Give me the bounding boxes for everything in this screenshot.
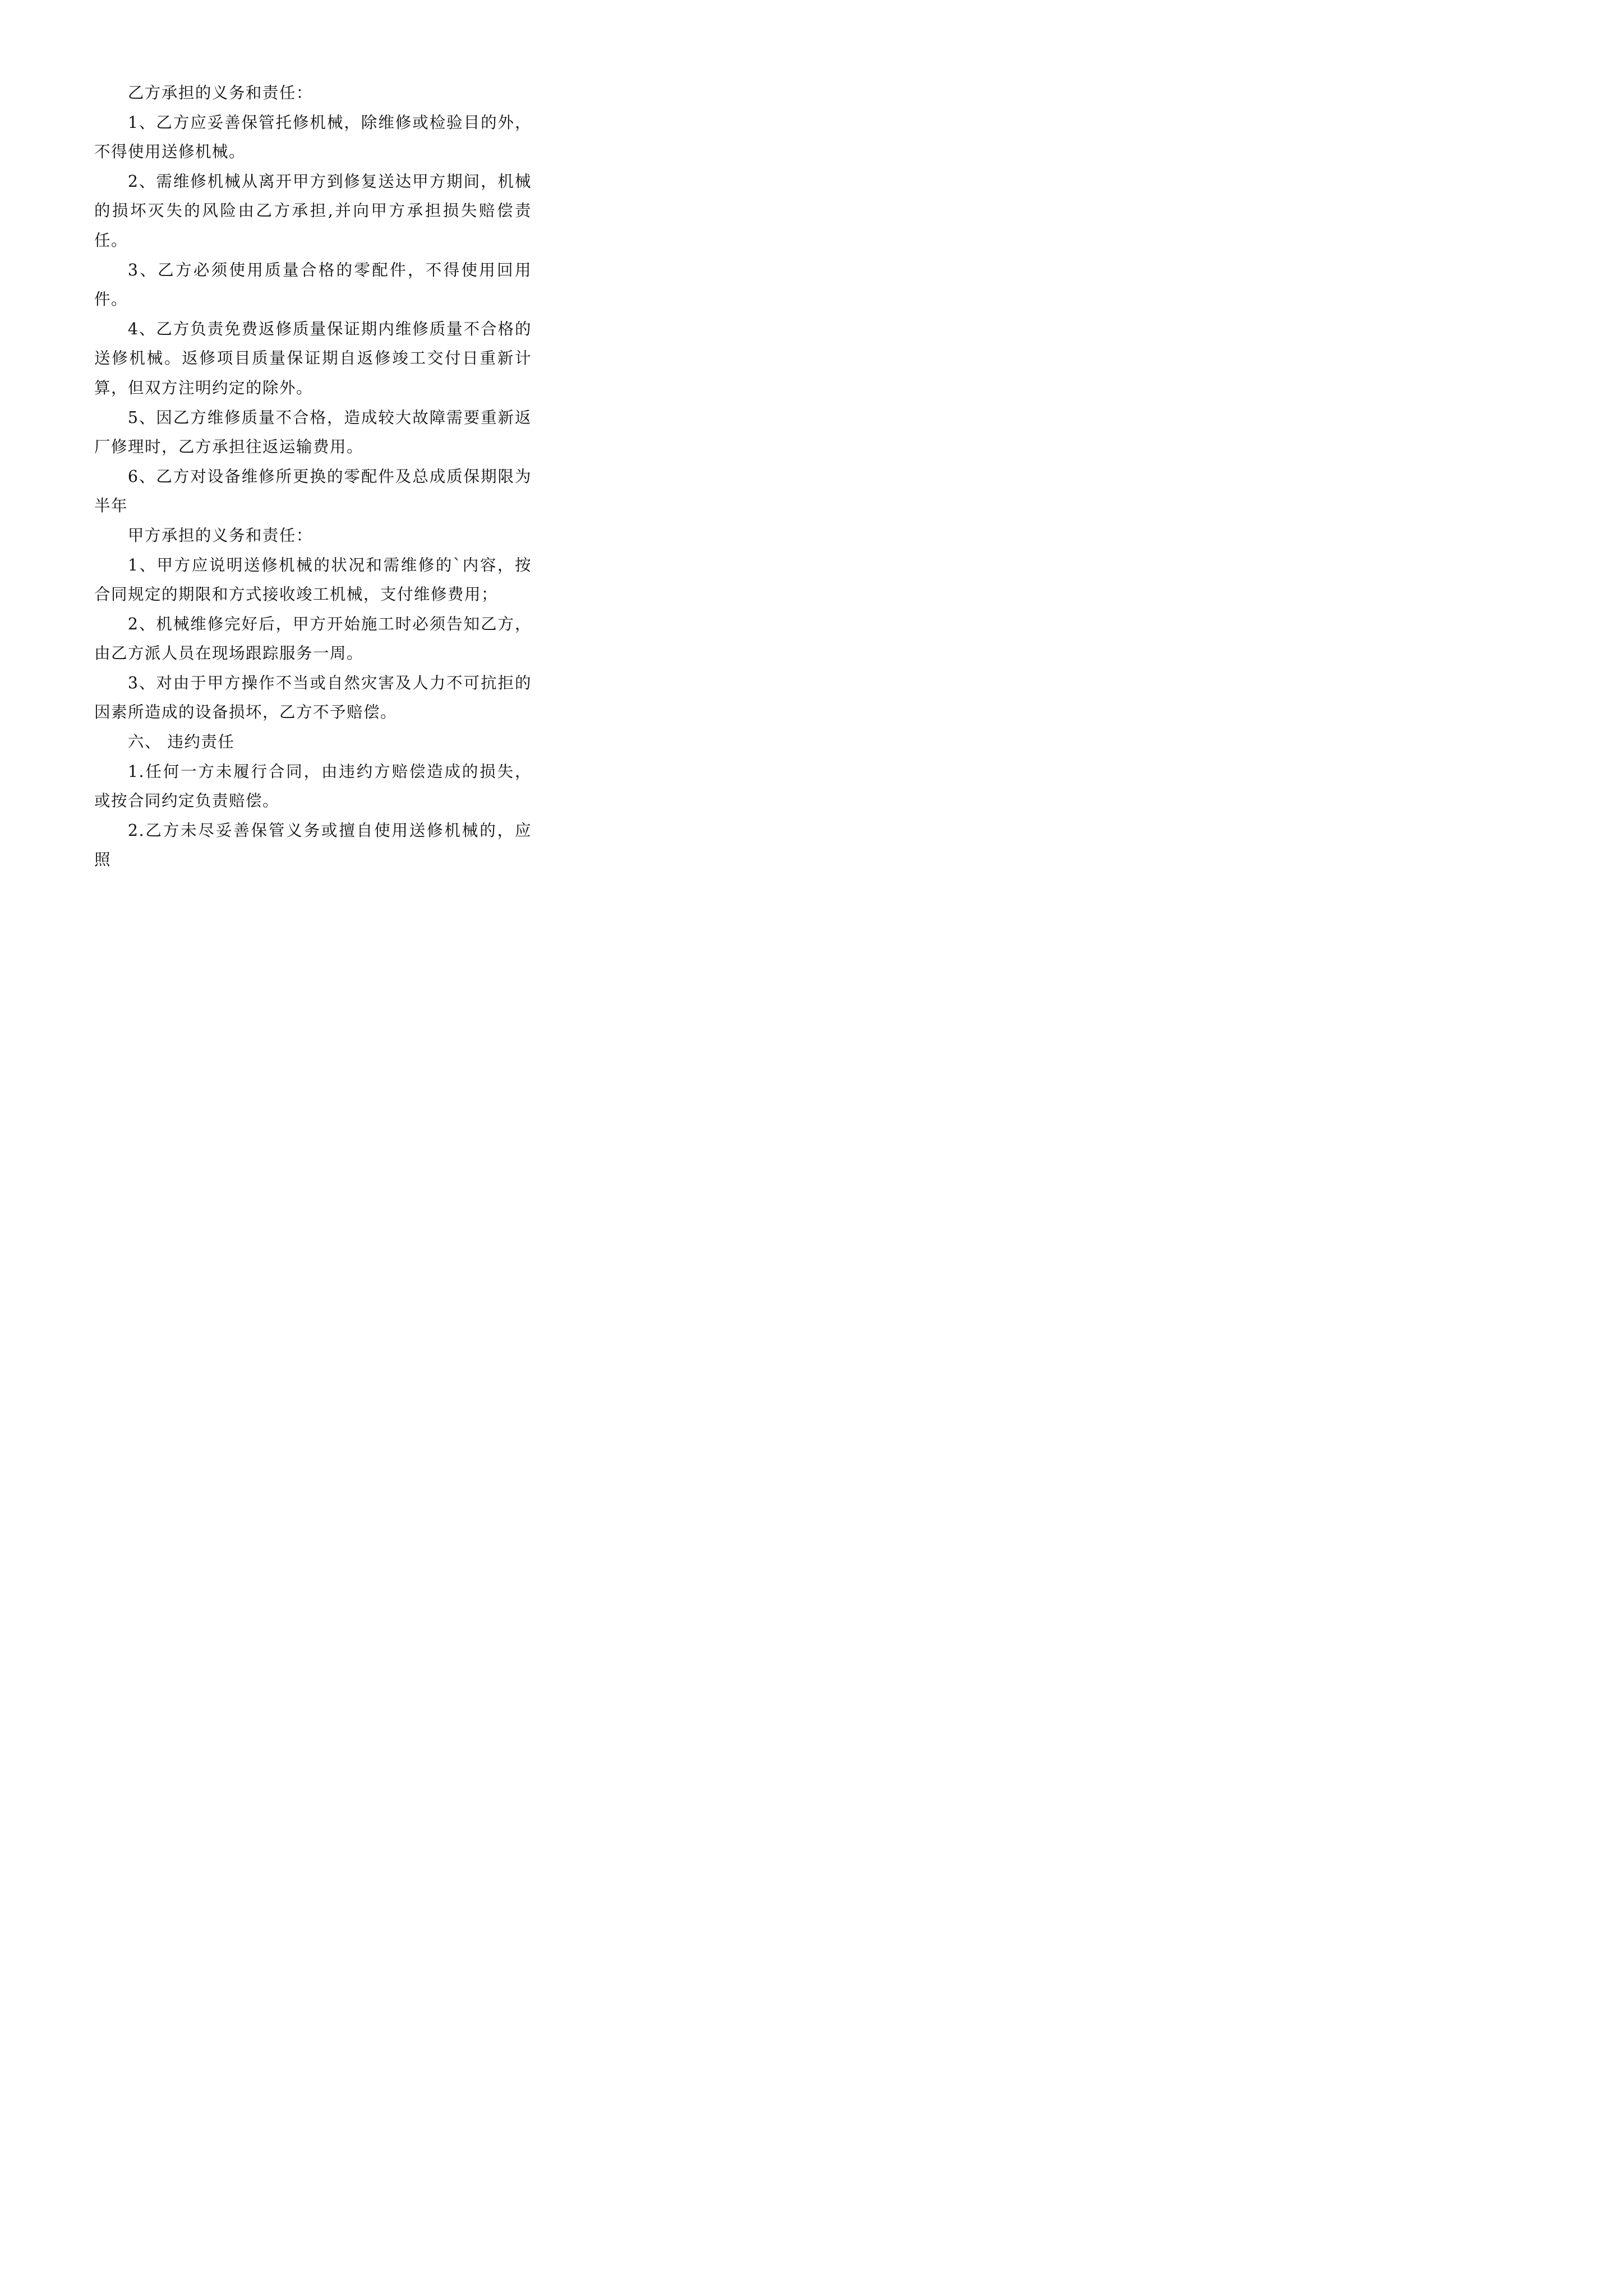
party-b-clause-3: 3、乙方必须使用质量合格的零配件，不得使用回用件。	[94, 260, 532, 309]
party-b-clause-4: 4、乙方负责免费返修质量保证期内维修质量不合格的送修机械。返修项目质量保证期自返修竣工交付日重新计算，但双方注明约定的除外。	[94, 319, 532, 397]
document-page	[0, 0, 620, 877]
party-b-clause-6: 6、乙方对设备维修所更换的零配件及总成质保期限为半年	[94, 467, 532, 516]
heading-party-a-obligations: 甲方承担的义务和责任：	[127, 526, 313, 545]
heading-party-b-obligations: 乙方承担的义务和责任：	[127, 84, 313, 102]
document-body	[94, 79, 532, 875]
party-b-clause-1: 1、乙方应妥善保管托修机械，除维修或检验目的外，不得使用送修机械。	[94, 113, 532, 162]
heading-breach-liability: 六、 违约责任	[127, 733, 235, 752]
party-a-clause-2: 2、机械维修完好后，甲方开始施工时必须告知乙方，由乙方派人员在现场跟踪服务一周。	[94, 614, 532, 663]
party-b-clause-2: 2、需维修机械从离开甲方到修复送达甲方期间，机械的损坏灭失的风险由乙方承担,并向甲方承担损失赔偿责任。	[94, 172, 532, 250]
party-a-clause-3: 3、对由于甲方操作不当或自然灾害及人力不可抗拒的因素所造成的设备损坏，乙方不予赔偿。	[94, 673, 532, 722]
breach-clause-2: 2.乙方未尽妥善保管义务或擅自使用送修机械的，应照	[94, 821, 532, 869]
party-b-clause-5: 5、因乙方维修质量不合格，造成较大故障需要重新返厂修理时，乙方承担往返运输费用。	[94, 408, 532, 457]
party-a-clause-1: 1、甲方应说明送修机械的状况和需维修的`内容，按合同规定的期限和方式接收竣工机械，支付维修费用；	[94, 555, 532, 604]
breach-clause-1: 1.任何一方未履行合同，由违约方赔偿造成的损失，或按合同约定负责赔偿。	[94, 762, 532, 811]
